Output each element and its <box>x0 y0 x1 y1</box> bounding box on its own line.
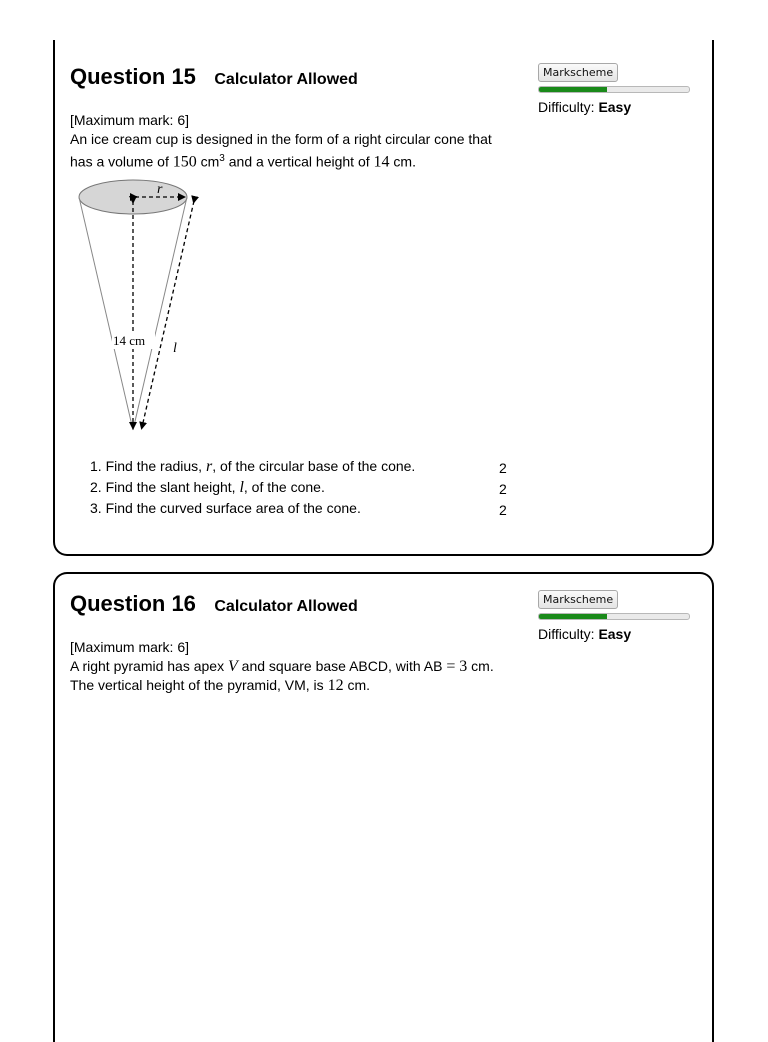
text-4: cm. <box>347 677 371 693</box>
difficulty-bar-fill <box>539 87 607 92</box>
text-3: and a vertical height of <box>228 153 370 170</box>
max-mark: [Maximum mark: 6] <box>70 639 190 655</box>
difficulty-text <box>538 626 690 642</box>
height-label: 14 cm <box>113 333 146 348</box>
question-header <box>70 64 358 90</box>
cone-diagram <box>75 175 205 435</box>
part-item <box>90 479 510 500</box>
cone-right-edge <box>133 197 187 430</box>
question-sidebar <box>538 63 690 115</box>
max-mark: [Maximum mark: 6] <box>70 112 190 128</box>
difficulty-text <box>538 99 690 115</box>
cone-left-edge <box>79 197 133 430</box>
question-sidebar <box>538 590 690 642</box>
text-3: cm. The vertical height of the pyramid, VM, is <box>70 658 494 693</box>
difficulty-value: Easy <box>598 626 632 642</box>
markscheme-button[interactable]: Markscheme <box>538 63 618 82</box>
question-parts <box>90 458 510 521</box>
slant-arrow <box>142 201 194 427</box>
vm-value: 12 <box>327 677 344 694</box>
part-text-pre: Find the radius, <box>105 458 203 474</box>
question-text <box>70 657 502 695</box>
text-2: and square base ABCD, with AB <box>241 658 443 674</box>
apex-variable: V <box>227 658 238 675</box>
cubed-exponent: 3 <box>219 153 225 164</box>
question-body <box>70 638 502 695</box>
difficulty-value: Easy <box>598 99 632 115</box>
difficulty-bar-fill <box>539 614 607 619</box>
part-text-post: , of the circular base of the cone. <box>212 458 416 474</box>
question-title: Question 16 <box>70 591 196 616</box>
equals-sign: = <box>446 658 456 675</box>
part-text-pre: Find the curved surface area of the cone. <box>105 500 361 516</box>
part-marks: 2 <box>499 502 507 518</box>
difficulty-prefix: Difficulty: <box>538 626 595 642</box>
part-number: 2. <box>90 479 102 495</box>
question-title: Question 15 <box>70 64 196 89</box>
part-item <box>90 458 510 479</box>
radius-label: r <box>157 182 163 197</box>
part-marks: 2 <box>499 481 507 497</box>
volume-value: 150 <box>172 153 197 171</box>
part-marks: 2 <box>499 460 507 476</box>
text-4: cm. <box>393 153 416 170</box>
part-number: 3. <box>90 500 102 516</box>
part-variable: r <box>205 458 213 475</box>
difficulty-bar <box>538 86 690 93</box>
markscheme-button[interactable]: Markscheme <box>538 590 618 609</box>
text-1: An ice cream cup is designed in the form of a right circular cone that has a volume of <box>70 131 492 170</box>
part-text-post: , of the cone. <box>243 479 325 495</box>
question-text <box>70 130 502 172</box>
part-number: 1. <box>90 458 102 474</box>
height-value: 14 <box>373 153 390 171</box>
question-header <box>70 591 358 617</box>
question-body <box>70 111 502 172</box>
question-card-15 <box>53 40 714 556</box>
difficulty-bar <box>538 613 690 620</box>
ab-value: 3 <box>459 658 468 675</box>
part-variable: l <box>239 479 244 496</box>
volume-unit: cm <box>200 153 220 170</box>
calculator-label: Calculator Allowed <box>214 598 358 615</box>
part-item <box>90 500 510 521</box>
difficulty-prefix: Difficulty: <box>538 99 595 115</box>
slant-label: l <box>173 341 177 356</box>
part-text-pre: Find the slant height, <box>105 479 236 495</box>
text-1: A right pyramid has apex <box>70 658 225 674</box>
calculator-label: Calculator Allowed <box>214 71 358 88</box>
question-card-16 <box>53 572 714 1042</box>
